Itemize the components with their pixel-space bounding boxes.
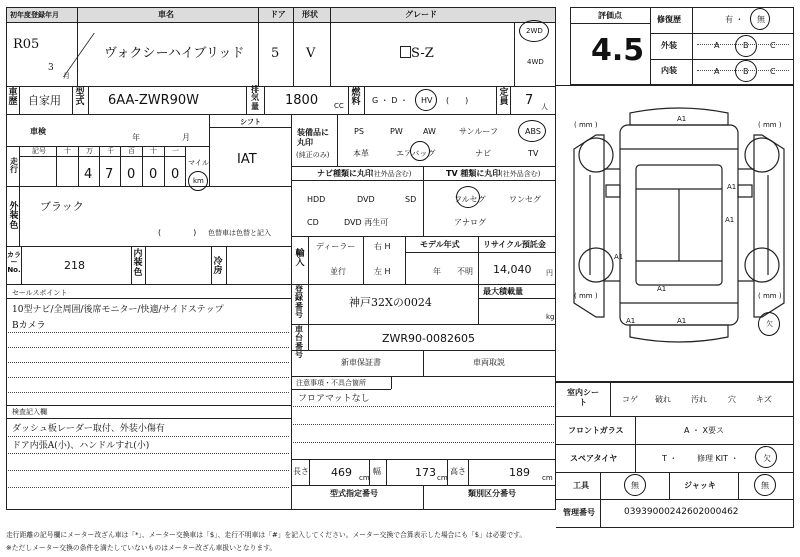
seat-tear: 破れ <box>655 395 671 404</box>
sales-points-line1: 10型ナビ/全周囲/後席モニター/快適/サイドステップ <box>12 305 224 315</box>
jack-label: ジャッキ <box>684 481 716 490</box>
equip-leather: 本革 <box>353 149 369 158</box>
color-paren: ( ) <box>158 228 197 237</box>
color-no: 218 <box>64 259 85 272</box>
fuel-options: G ・ D ・ <box>372 96 408 105</box>
spare-t: T ・ <box>662 454 678 463</box>
mileage-label: 走行 <box>10 157 18 175</box>
displacement-label: 排気量 <box>251 85 259 111</box>
int-b: B <box>743 67 749 76</box>
shift: IAT <box>237 152 257 167</box>
equip-pw: PW <box>390 127 403 136</box>
int-c: C <box>770 67 776 76</box>
tv-fullseg: フルセグ <box>454 195 486 204</box>
mm-tr: ( mm ) <box>758 121 782 129</box>
capacity: 7 <box>525 93 534 108</box>
mgmt-label: 管理番号 <box>563 508 595 517</box>
footer-line1: 走行距離の記号欄にメーター改ざん車は「*」、メーター交換車は「$」、走行不明車は「#」を記入してください。メーター交換で合算表示した場合にも「$」は必要です。 <box>6 531 527 539</box>
length-unit: cm <box>359 474 370 482</box>
repair-label: 修復歴 <box>657 15 681 24</box>
score-value: 4.5 <box>591 33 645 68</box>
fullseg-circle <box>456 186 480 208</box>
diagram-mark-1: A1 <box>677 115 687 123</box>
mgmt-value: 03939000242602000462 <box>624 507 739 517</box>
inspector-line2: ドア内張A(小)、ハンドルすれ(小) <box>12 441 150 451</box>
ac-label: 冷房 <box>213 257 223 277</box>
airbag-circle <box>410 141 430 161</box>
tv-analog: アナログ <box>454 218 486 227</box>
seat-burn: コゲ <box>622 395 638 404</box>
digit-label-3: 百 <box>128 147 135 155</box>
ext-a: A <box>714 41 720 50</box>
import-dealer: ディーラー <box>316 242 356 251</box>
seat-hole: 穴 <box>728 395 736 404</box>
navi-label: ナビ種類に丸印 <box>317 169 373 178</box>
equip-navi: ナビ <box>475 149 491 158</box>
diagram-mark-4: A1 <box>614 253 624 261</box>
km-unit: km <box>193 177 204 185</box>
inspection-year: 年 <box>132 133 140 142</box>
class-number-label: 類別区分番号 <box>468 489 516 498</box>
cc-unit: CC <box>334 102 344 110</box>
inspector-line1: ダッシュ板レーダー取付、外装小傷有 <box>12 424 165 434</box>
right-h: 右 H <box>374 242 391 251</box>
seat-scratch: キズ <box>756 395 772 404</box>
shape: V <box>306 46 316 61</box>
equip-aw: AW <box>423 127 436 136</box>
navi-dvd-play: DVD 再生可 <box>344 218 389 227</box>
width-value: 173 <box>415 466 436 479</box>
int-a: A <box>714 67 720 76</box>
digit-label-4: 十 <box>150 147 157 155</box>
reg-year-label: 初年度登録年月 <box>10 11 59 19</box>
tv-sub: (社外品含む) <box>500 170 541 178</box>
drive-2wd: 2WD <box>526 27 543 35</box>
width-unit: cm <box>437 474 448 482</box>
fuel-paren: ( ) <box>446 96 469 105</box>
int-b-circle <box>735 60 757 82</box>
car-outline-diagram <box>556 85 794 382</box>
diagram-mark-6: A1 <box>677 317 687 325</box>
manual: 車両取説 <box>473 358 505 367</box>
ext-c: C <box>770 41 776 50</box>
spare-label: スペアタイヤ <box>570 454 618 463</box>
registration-value: 神戸32Xの0024 <box>349 296 432 309</box>
height-value: 189 <box>509 466 530 479</box>
reg-month: 3 <box>48 63 54 73</box>
car-name-label: 車名 <box>158 10 174 19</box>
import-label: 輸入 <box>295 249 305 269</box>
ext-b: B <box>743 41 749 50</box>
usage: 自家用 <box>28 94 61 107</box>
digit-3: 0 <box>149 167 158 182</box>
repair-yes: 有 ・ <box>725 15 744 24</box>
diagram-mark-5: A1 <box>657 285 667 293</box>
digit-label-0: 十 <box>64 147 71 155</box>
digit-2: 0 <box>127 167 136 182</box>
month-unit: 月 <box>63 72 70 80</box>
abs-circle <box>518 120 546 142</box>
missing-circle <box>758 312 780 336</box>
inspection-month: 月 <box>182 133 190 142</box>
color-no-label: カラーNo. <box>7 251 21 274</box>
tools-value: 無 <box>631 481 639 490</box>
mm-tl: ( mm ) <box>574 121 598 129</box>
exterior-label: 外装 <box>661 41 677 50</box>
shift-label: シフト <box>240 118 261 126</box>
color-label: 外装色 <box>9 202 19 231</box>
diagram-mark-2: A1 <box>727 183 737 191</box>
usage-label: 車歴 <box>8 88 18 108</box>
equip-tv: TV <box>528 149 539 158</box>
navi-dvd: DVD <box>357 195 375 204</box>
displacement: 1800 <box>285 93 319 108</box>
color-note: 色替車は色替と記入 <box>208 229 271 237</box>
reg-era: R05 <box>13 37 40 52</box>
navi-sd: SD <box>405 195 417 204</box>
equip-sunroof: サンルーフ <box>459 127 498 136</box>
equipment-label: 装備品に丸印 <box>297 128 329 148</box>
digit-4: 0 <box>171 167 180 182</box>
height-label: 高さ <box>450 467 466 476</box>
navi-hdd: HDD <box>307 195 326 204</box>
fuel-selected: HV <box>421 96 433 105</box>
spare-missing: 欠 <box>763 454 771 463</box>
tv-label: TV 種類に丸印 <box>446 169 501 178</box>
inspector-label: 検査記入欄 <box>12 408 47 416</box>
left-table <box>6 7 556 510</box>
digit-label-1: 万 <box>86 147 93 155</box>
inspection-label: 車検 <box>30 127 46 136</box>
equipment-sub: (純正のみ) <box>296 151 330 159</box>
diagram-mark-3: A1 <box>725 216 735 224</box>
sales-points-line2: Bカメラ <box>12 321 46 331</box>
fuel-hv-circle <box>415 89 437 111</box>
chassis-label: 車台番号 <box>295 325 303 360</box>
notes-value: フロアマットなし <box>298 394 370 404</box>
digit-0: 4 <box>84 167 93 182</box>
length-value: 469 <box>331 466 352 479</box>
km-circle <box>188 171 208 191</box>
left-h: 左 H <box>374 267 391 276</box>
jack-circle <box>754 474 776 496</box>
grade: S-Z <box>411 46 434 61</box>
seat-stain: 汚れ <box>691 395 707 404</box>
height-unit: cm <box>542 474 553 482</box>
digit-label-5: 一 <box>172 147 179 155</box>
score-label: 評価点 <box>598 11 622 20</box>
car-name: ヴォクシーハイブリッド <box>104 46 245 61</box>
capacity-label: 定員 <box>499 88 509 108</box>
tools-label: 工具 <box>573 481 589 490</box>
spare-missing-circle <box>755 446 777 468</box>
windshield-value: A ・ X要ス <box>684 426 725 435</box>
registration-label: 登録番号 <box>295 285 303 320</box>
mm-br: ( mm ) <box>758 292 782 300</box>
max-load-unit: kg <box>546 313 555 321</box>
missing-label: 欠 <box>766 320 773 328</box>
mm-bl: ( mm ) <box>574 292 598 300</box>
equip-abs: ABS <box>525 127 541 136</box>
navi-cd: CD <box>307 218 319 227</box>
footer-line2: ※ただしメーター交換の条件を満たしていないものはメーター改ざん車扱いとなります。 <box>6 544 277 552</box>
equip-ps: PS <box>354 127 364 136</box>
grade-checkbox <box>400 46 411 58</box>
model-year-unknown: 不明 <box>457 267 473 276</box>
repair-no: 無 <box>757 15 765 24</box>
model-label: 型式 <box>75 88 85 108</box>
max-load-label: 最大積載量 <box>483 287 523 296</box>
fuel-label: 燃料 <box>351 88 361 108</box>
recycle-label: リサイクル預託金 <box>483 240 546 249</box>
chassis-value: ZWR90-0082605 <box>382 332 476 345</box>
jack-value: 無 <box>761 481 769 490</box>
windshield-label: フロントガラス <box>568 426 624 435</box>
width-label: 幅 <box>373 467 381 476</box>
notes-label: 注意事項・不具合箇所 <box>296 379 366 387</box>
length-label: 長さ <box>293 467 309 476</box>
shape-label: 形状 <box>302 10 318 19</box>
interior-label: 内装色 <box>133 249 143 278</box>
equip-airbag: エアバッグ <box>396 149 436 158</box>
tv-oneseg: ワンセグ <box>509 195 541 204</box>
model-year-unit: 年 <box>433 267 441 276</box>
drive-2wd-circle <box>519 20 549 42</box>
doors: 5 <box>271 46 280 61</box>
digit-1: 7 <box>105 167 114 182</box>
spare-repair-kit: 修理 KIT ・ <box>697 454 739 463</box>
repair-no-circle <box>750 8 770 30</box>
type-number-label: 型式指定番号 <box>330 489 378 498</box>
sales-points-label: セールスポイント <box>12 289 68 297</box>
new-warranty: 新車保証書 <box>341 358 381 367</box>
capacity-unit: 人 <box>541 103 548 111</box>
color-value: ブラック <box>40 200 84 213</box>
recycle-yen: 円 <box>546 269 553 277</box>
seat-label: 室内シート <box>567 388 599 408</box>
navi-sub: (社外品含む) <box>371 170 412 178</box>
model-year-label: モデル年式 <box>420 240 460 249</box>
digit-label-2: 千 <box>107 147 114 155</box>
model: 6AA-ZWR90W <box>108 93 200 108</box>
recycle-value: 14,040 <box>493 263 532 276</box>
interior-grade-label: 内装 <box>661 66 677 75</box>
ext-b-circle <box>735 35 757 57</box>
drive-4wd: 4WD <box>527 58 544 66</box>
diagram-mark-7: A1 <box>626 317 636 325</box>
tools-circle <box>624 474 646 496</box>
import-parallel: 並行 <box>330 267 346 276</box>
grade-label: グレード <box>405 10 437 19</box>
record-label: 記号 <box>32 147 46 155</box>
miles-label: マイル <box>188 159 209 167</box>
door-label: ドア <box>270 10 286 19</box>
